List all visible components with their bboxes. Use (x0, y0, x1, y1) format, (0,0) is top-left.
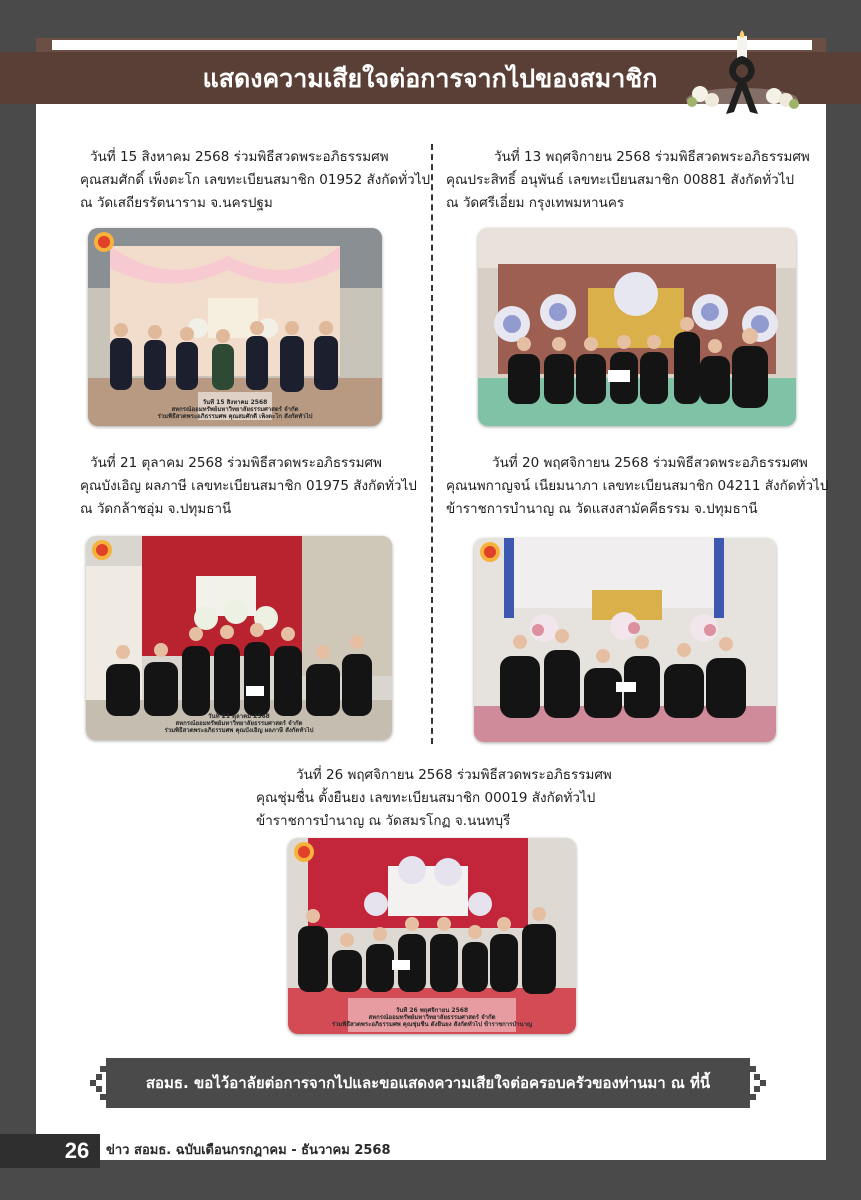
page-title: แสดงความเสียใจต่อการจากไปของสมาชิก (202, 64, 658, 93)
column-divider (431, 144, 433, 744)
entry-5-photo (288, 838, 576, 1034)
entry-2-line-2: คุณประสิทธิ์ อนุพันธ์ เลขทะเบียนสมาชิก 00881 สังกัดทั่วไป (446, 172, 795, 188)
condolence-banner (90, 1058, 766, 1108)
mourning-ribbon-icon (682, 30, 802, 116)
entry-3-line-3: ณ วัดกล้าชอุ่ม จ.ปทุมธานี (80, 501, 232, 517)
entry-5-caption (256, 764, 636, 833)
banner-ornament (754, 1086, 760, 1092)
entry-5-photo-caption-line-3: ร่วมพิธีสวดพระอภิธรรมศพ คุณชุ่มชื่น ตั้งยืนยง สังกัดทั่วไป ข้าราชการบำนาญ (331, 1021, 533, 1028)
entry-3-photo-caption-line-1: วันที่ 21 ตุลาคม 2568 (208, 713, 270, 720)
entry-5-line-3: ข้าราชการบำนาญ ณ วัดสมรโกฏ จ.นนทบุรี (256, 813, 511, 829)
entry-2-caption (446, 146, 816, 215)
entry-1-photo (88, 228, 382, 426)
condolence-message: สอมธ. ขอไว้อาลัยต่อการจากไปและขอแสดงความเสียใจต่อครอบครัวของท่านมา ณ ที่นี้ (145, 1074, 711, 1092)
entry-4-line-2: คุณนพกาญจน์ เนียมนาภา เลขทะเบียนสมาชิก 04211 สังกัดทั่วไป (446, 478, 829, 494)
entry-3-caption (80, 452, 420, 521)
entry-3-line-2: คุณบังเอิญ ผลภาษี เลขทะเบียนสมาชิก 01975 สังกัดทั่วไป (80, 478, 417, 494)
entry-5-line-2: คุณชุ่มชื่น ตั้งยืนยง เลขทะเบียนสมาชิก 00019 สังกัดทั่วไป (256, 790, 596, 806)
entry-1-photo-caption-line-2: สหกรณ์ออมทรัพย์มหาวิทยาลัยธรรมศาสตร์ จำกัด (171, 406, 299, 413)
entry-5-photo-caption-line-1: วันที่ 26 พฤศจิกายน 2568 (395, 1007, 469, 1014)
entry-1-line-2: คุณสมศักดิ์ เพ็งตะโก เลขทะเบียนสมาชิก 01952 สังกัดทั่วไป (80, 172, 431, 188)
banner-ornament (754, 1074, 760, 1080)
entry-5-photo-caption (288, 1007, 576, 1028)
entry-2-photo (478, 228, 796, 426)
entry-1-photo-caption-line-1: วันที่ 15 สิงหาคม 2568 (202, 399, 268, 406)
entry-1-photo-caption (88, 399, 382, 420)
entry-5-line-1: วันที่ 26 พฤศจิกายน 2568 ร่วมพิธีสวดพระอภิธรรมศพ (296, 767, 612, 783)
entry-1-line-3: ณ วัดเสถียรรัตนาราม จ.นครปฐม (80, 195, 273, 211)
entry-4-line-1: วันที่ 20 พฤศจิกายน 2568 ร่วมพิธีสวดพระอภิธรรมศพ (492, 455, 808, 471)
entry-1-caption (80, 146, 431, 215)
entry-3-photo-caption-line-3: ร่วมพิธีสวดพระอภิธรรมศพ คุณบังเอิญ ผลภาษี สังกัดทั่วไป (164, 727, 314, 734)
entry-3-photo-caption-line-2: สหกรณ์ออมทรัพย์มหาวิทยาลัยธรรมศาสตร์ จำกัด (175, 720, 303, 727)
entry-3-photo (86, 536, 392, 740)
entry-3-line-1: วันที่ 21 ตุลาคม 2568 ร่วมพิธีสวดพระอภิธรรมศพ (90, 455, 382, 471)
issue-label: ข่าว สอมธ. ฉบับเดือนกรกฎาคม - ธันวาคม 2568 (106, 1143, 391, 1158)
entry-2-line-3: ณ วัดศรีเอี่ยม กรุงเทพมหานคร (446, 195, 625, 211)
banner-ornament (750, 1094, 756, 1100)
entry-3-photo-caption (86, 713, 392, 734)
entry-1-photo-caption-line-3: ร่วมพิธีสวดพระอภิธรรมศพ คุณสมศักดิ์ เพ็งตะโก สังกัดทั่วไป (157, 413, 313, 420)
entry-5-photo-caption-line-2: สหกรณ์ออมทรัพย์มหาวิทยาลัยธรรมศาสตร์ จำกัด (368, 1014, 496, 1021)
banner-ornament (760, 1080, 766, 1086)
banner-ornament (750, 1066, 756, 1072)
entry-4-photo (474, 538, 776, 742)
page-number: 26 (64, 1138, 90, 1163)
banner-ornament (96, 1074, 102, 1080)
entry-4-caption (446, 452, 829, 521)
entry-4-line-3: ข้าราชการบำนาญ ณ วัดแสงสามัคคีธรรม จ.ปทุมธานี (446, 501, 758, 517)
entry-1-line-1: วันที่ 15 สิงหาคม 2568 ร่วมพิธีสวดพระอภิธรรมศพ (90, 149, 389, 165)
banner-ornament (96, 1086, 102, 1092)
entry-2-line-1: วันที่ 13 พฤศจิกายน 2568 ร่วมพิธีสวดพระอภิธรรมศพ (494, 149, 810, 165)
